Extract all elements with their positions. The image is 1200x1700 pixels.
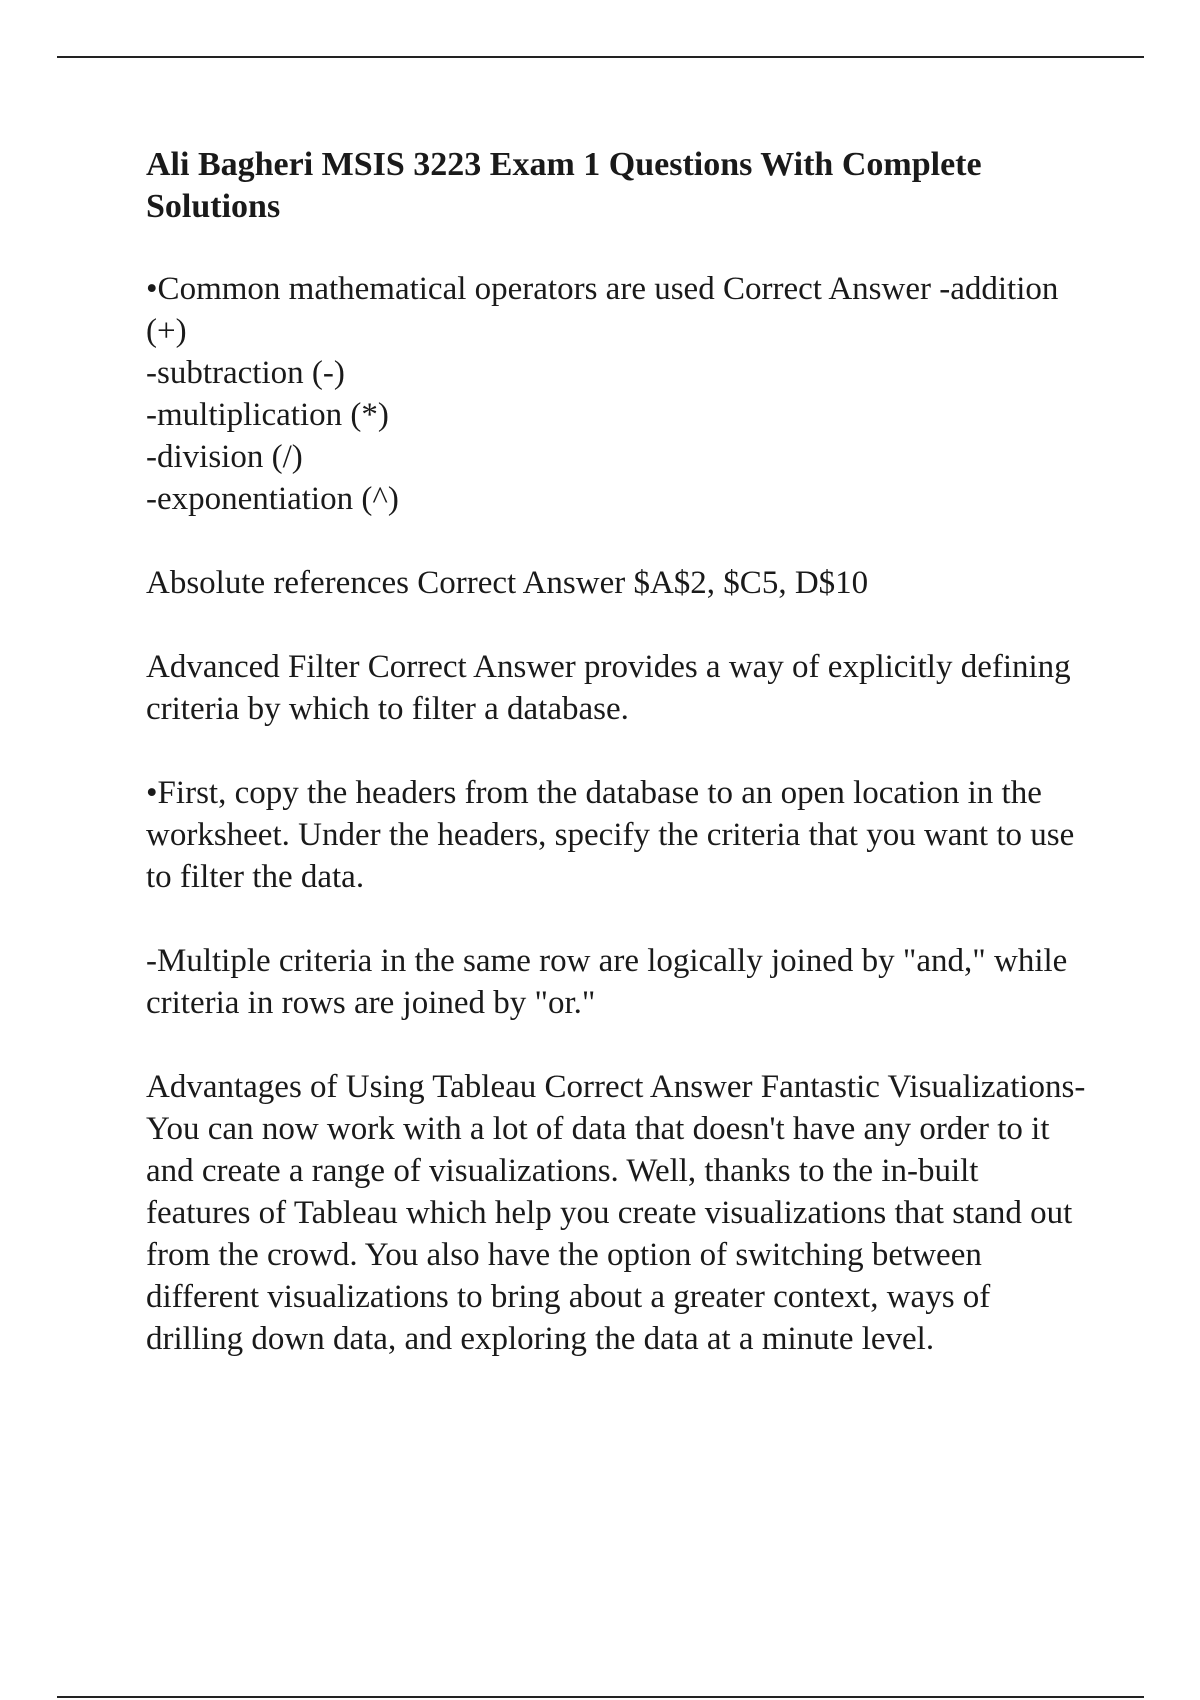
paragraph-tableau-advantages: Advantages of Using Tableau Correct Answer Fantastic Visualizations-You can now work with a lot of data that doesn't have any order to it and create a range of visualizations. Well, thanks to the in-built features of Tableau which help you create visualizations that stand out from the crowd. You also have the option of switching between different visualizations to bring about a greater context, ways of drilling down data, and exploring the data at a minute level. — [146, 1069, 1086, 1357]
paragraph-multiple-criteria: -Multiple criteria in the same row are logically joined by "and," while criteria in rows are joined by "or." — [146, 943, 1068, 1021]
paragraph-common-operators: •Common mathematical operators are used Correct Answer -addition (+) -subtraction (-) -multiplication (*) -division (/) -exponentiation (^) — [146, 271, 1059, 517]
top-rule — [57, 56, 1144, 58]
document-title: Ali Bagheri MSIS 3223 Exam 1 Questions With Complete Solutions — [146, 146, 982, 225]
bottom-rule — [57, 1696, 1144, 1698]
paragraph-copy-headers: •First, copy the headers from the database to an open location in the worksheet. Under the headers, specify the criteria that you want to use to filter the data. — [146, 775, 1075, 895]
paragraph-absolute-references: Absolute references Correct Answer $A$2, $C5, D$10 — [146, 565, 869, 601]
document-body — [146, 144, 1091, 1402]
paragraph-advanced-filter: Advanced Filter Correct Answer provides a way of explicitly defining criteria by which to filter a database. — [146, 649, 1071, 727]
